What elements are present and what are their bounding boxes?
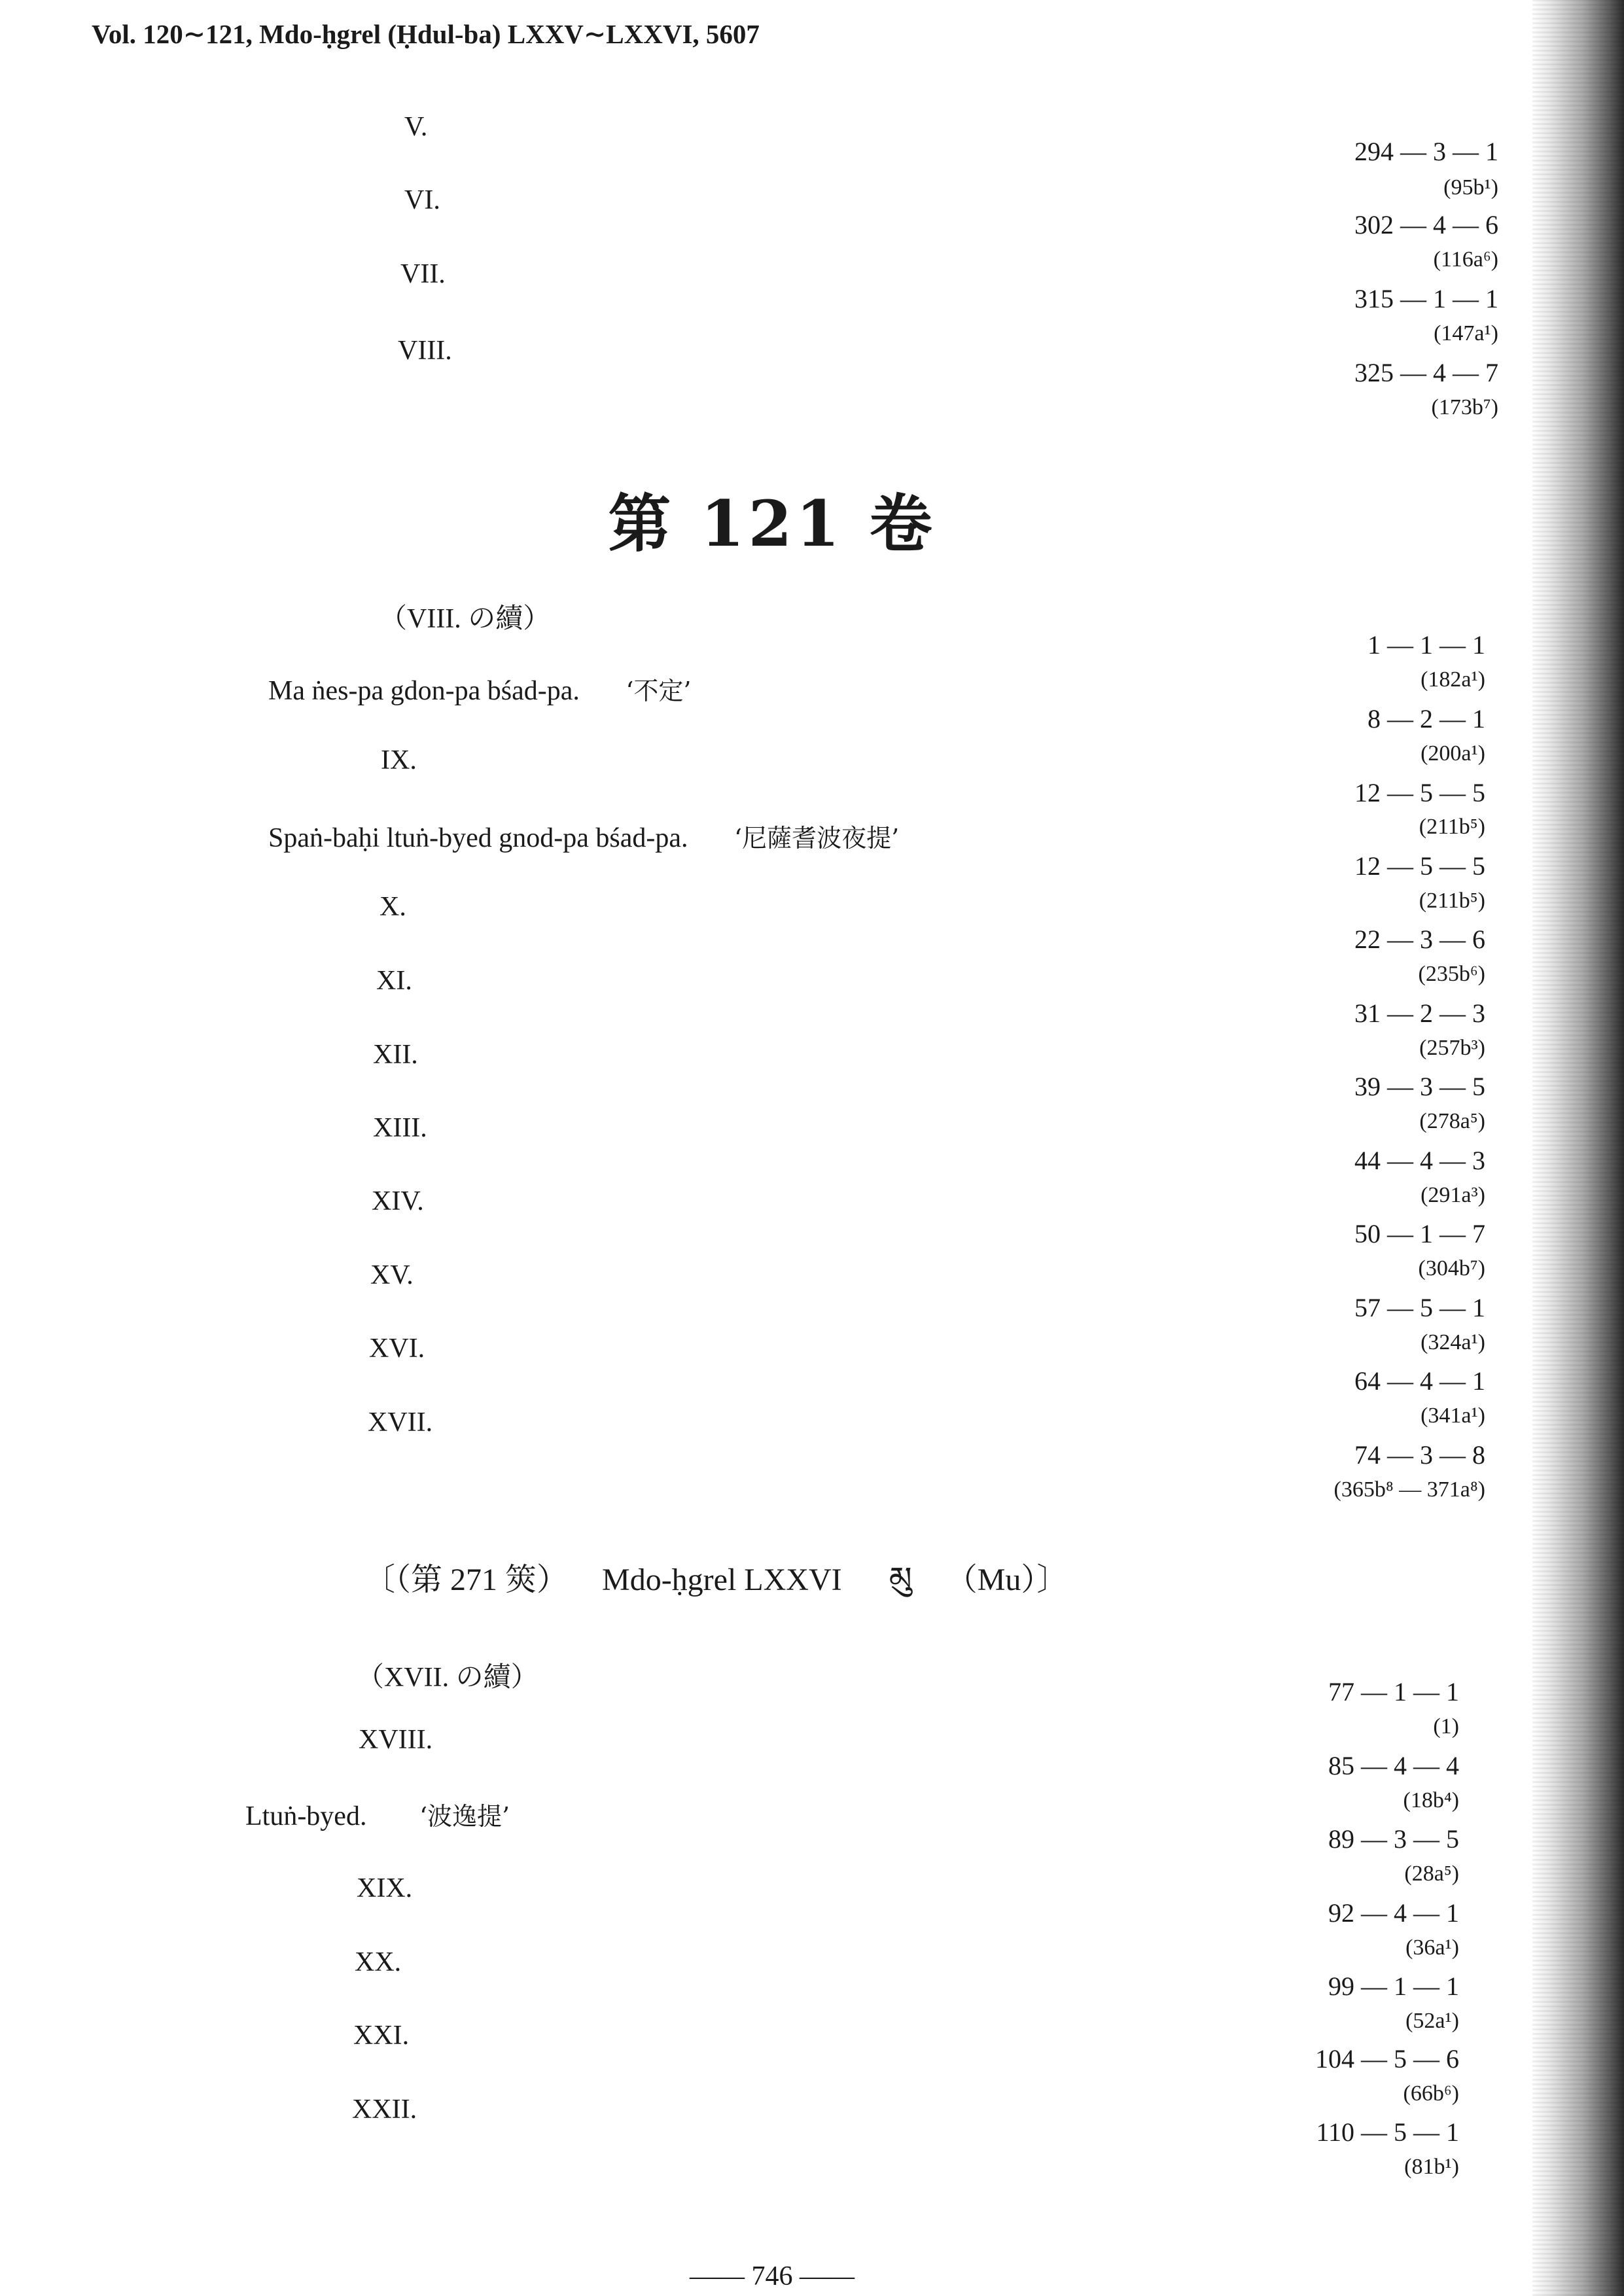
tibetan-letter: མུ: [889, 1560, 912, 1598]
sub-10: (341a¹): [1421, 1404, 1485, 1428]
ref2-5: 104 — 5 — 6: [1315, 2044, 1459, 2074]
sub2-1: (18b⁴): [1403, 1788, 1459, 1812]
entry2-line-4: XXI.: [353, 2021, 410, 2051]
running-header: Vol. 120∼121, Mdo-ḥgrel (Ḥdul-ba) LXXV∼LXXVI, 5607: [92, 19, 760, 49]
ref-0: 1 — 1 — 1: [1368, 630, 1485, 660]
sub2-6: (81b¹): [1404, 2155, 1459, 2179]
sub2-2: (28a⁵): [1404, 1862, 1459, 1886]
sub2-3: (36a¹): [1405, 1935, 1459, 1960]
sub-8: (304b⁷): [1418, 1256, 1485, 1280]
entry-line-4: XI.: [376, 966, 412, 996]
top-label-2: VII.: [400, 259, 446, 289]
entry-line-8: XV.: [370, 1260, 414, 1290]
top-ref-1: 302 — 4 — 6: [1354, 210, 1498, 239]
top-label-0: V.: [404, 112, 428, 142]
scan-binding-edge: [1532, 0, 1624, 2296]
sub-1: (200a¹): [1421, 741, 1485, 766]
page-number: —— 746 ——: [690, 2261, 855, 2291]
ref-11: 74 — 3 — 8: [1354, 1440, 1485, 1470]
continued-note: （VIII. の續）: [380, 604, 551, 634]
ref-3: 12 — 5 — 5: [1354, 851, 1485, 881]
ref-4: 22 — 3 — 6: [1354, 925, 1485, 954]
entry-jp: ‘不定’: [626, 677, 692, 705]
sub2-4: (52a¹): [1405, 2009, 1459, 2033]
entry-line-5: XII.: [373, 1040, 418, 1070]
top-sub-0: (95b¹): [1443, 175, 1498, 200]
top-sub-3: (173b⁷): [1431, 395, 1498, 419]
ref2-6: 110 — 5 — 1: [1316, 2117, 1459, 2147]
sub-0: (182a¹): [1421, 667, 1485, 692]
entry-line-7: XIV.: [372, 1186, 424, 1216]
continued-note-2: （XVII. の續）: [357, 1663, 538, 1693]
top-ref-2: 315 — 1 — 1: [1354, 284, 1498, 313]
entry2-line-2: XIX.: [357, 1873, 413, 1903]
ref2-4: 99 — 1 — 1: [1328, 1971, 1459, 2001]
sub-7: (291a³): [1421, 1183, 1485, 1207]
entry-line-10: XVII.: [368, 1407, 433, 1438]
entry-jp: ‘波逸提’: [419, 1802, 510, 1831]
entry-text: Ma ṅes-pa gdon-pa bśad-pa.: [268, 676, 580, 706]
ref-1: 8 — 2 — 1: [1368, 704, 1485, 733]
sub-5: (257b³): [1419, 1036, 1485, 1060]
ref-8: 50 — 1 — 7: [1354, 1219, 1485, 1248]
section-close: （Mu）〕: [945, 1563, 1068, 1597]
top-ref-3: 325 — 4 — 7: [1354, 358, 1498, 387]
entry-line-2: [268, 818, 899, 854]
ref-2: 12 — 5 — 5: [1354, 778, 1485, 807]
ref2-1: 85 — 4 — 4: [1328, 1751, 1459, 1780]
top-sub-1: (116a⁶): [1433, 247, 1498, 272]
entry-text: Ltuṅ-byed.: [245, 1801, 367, 1831]
ref-7: 44 — 4 — 3: [1354, 1146, 1485, 1175]
sub2-0: (1): [1433, 1714, 1459, 1739]
entry-line-9: XVI.: [369, 1333, 425, 1364]
entry-text: Spaṅ-baḥi ltuṅ-byed gnod-pa bśad-pa.: [268, 823, 688, 853]
entry2-line-5: XXII.: [352, 2094, 417, 2125]
ref-5: 31 — 2 — 3: [1354, 998, 1485, 1028]
section-open: 〔（第 271 筴）: [364, 1563, 569, 1597]
ref2-0: 77 — 1 — 1: [1328, 1677, 1459, 1706]
entry-line-6: XIII.: [373, 1113, 427, 1143]
entry2-line-0: XVIII.: [359, 1725, 433, 1755]
sub-3: (211b⁵): [1419, 889, 1485, 913]
entry-jp: ‘尼薩耆波夜提’: [734, 824, 900, 853]
sub-6: (278a⁵): [1419, 1109, 1485, 1133]
sub2-5: (66b⁶): [1403, 2081, 1459, 2106]
ref2-2: 89 — 3 — 5: [1328, 1824, 1459, 1854]
entry-line-0: [268, 671, 692, 707]
sub-4: (235b⁶): [1418, 962, 1485, 986]
ref-6: 39 — 3 — 5: [1354, 1072, 1485, 1101]
ref-10: 64 — 4 — 1: [1354, 1366, 1485, 1396]
section-title: Mdo-ḥgrel LXXVI: [602, 1563, 842, 1597]
entry-line-1: IX.: [381, 745, 417, 775]
sub-9: (324a¹): [1421, 1330, 1485, 1354]
entry-line-3: X.: [380, 892, 406, 922]
sub-11: (365b⁸ — 371a⁸): [1333, 1477, 1485, 1502]
top-label-1: VI.: [404, 185, 440, 215]
entry2-line-3: XX.: [355, 1947, 402, 1977]
top-ref-0: 294 — 3 — 1: [1354, 137, 1498, 166]
top-label-3: VIII.: [398, 336, 452, 366]
section-heading: [364, 1543, 1068, 1634]
entry2-line-1: [245, 1796, 510, 1832]
sub-2: (211b⁵): [1419, 815, 1485, 839]
top-sub-2: (147a¹): [1434, 321, 1498, 345]
volume-title: 第 121 卷: [608, 487, 936, 561]
ref2-3: 92 — 4 — 1: [1328, 1898, 1459, 1928]
ref-9: 57 — 5 — 1: [1354, 1293, 1485, 1322]
